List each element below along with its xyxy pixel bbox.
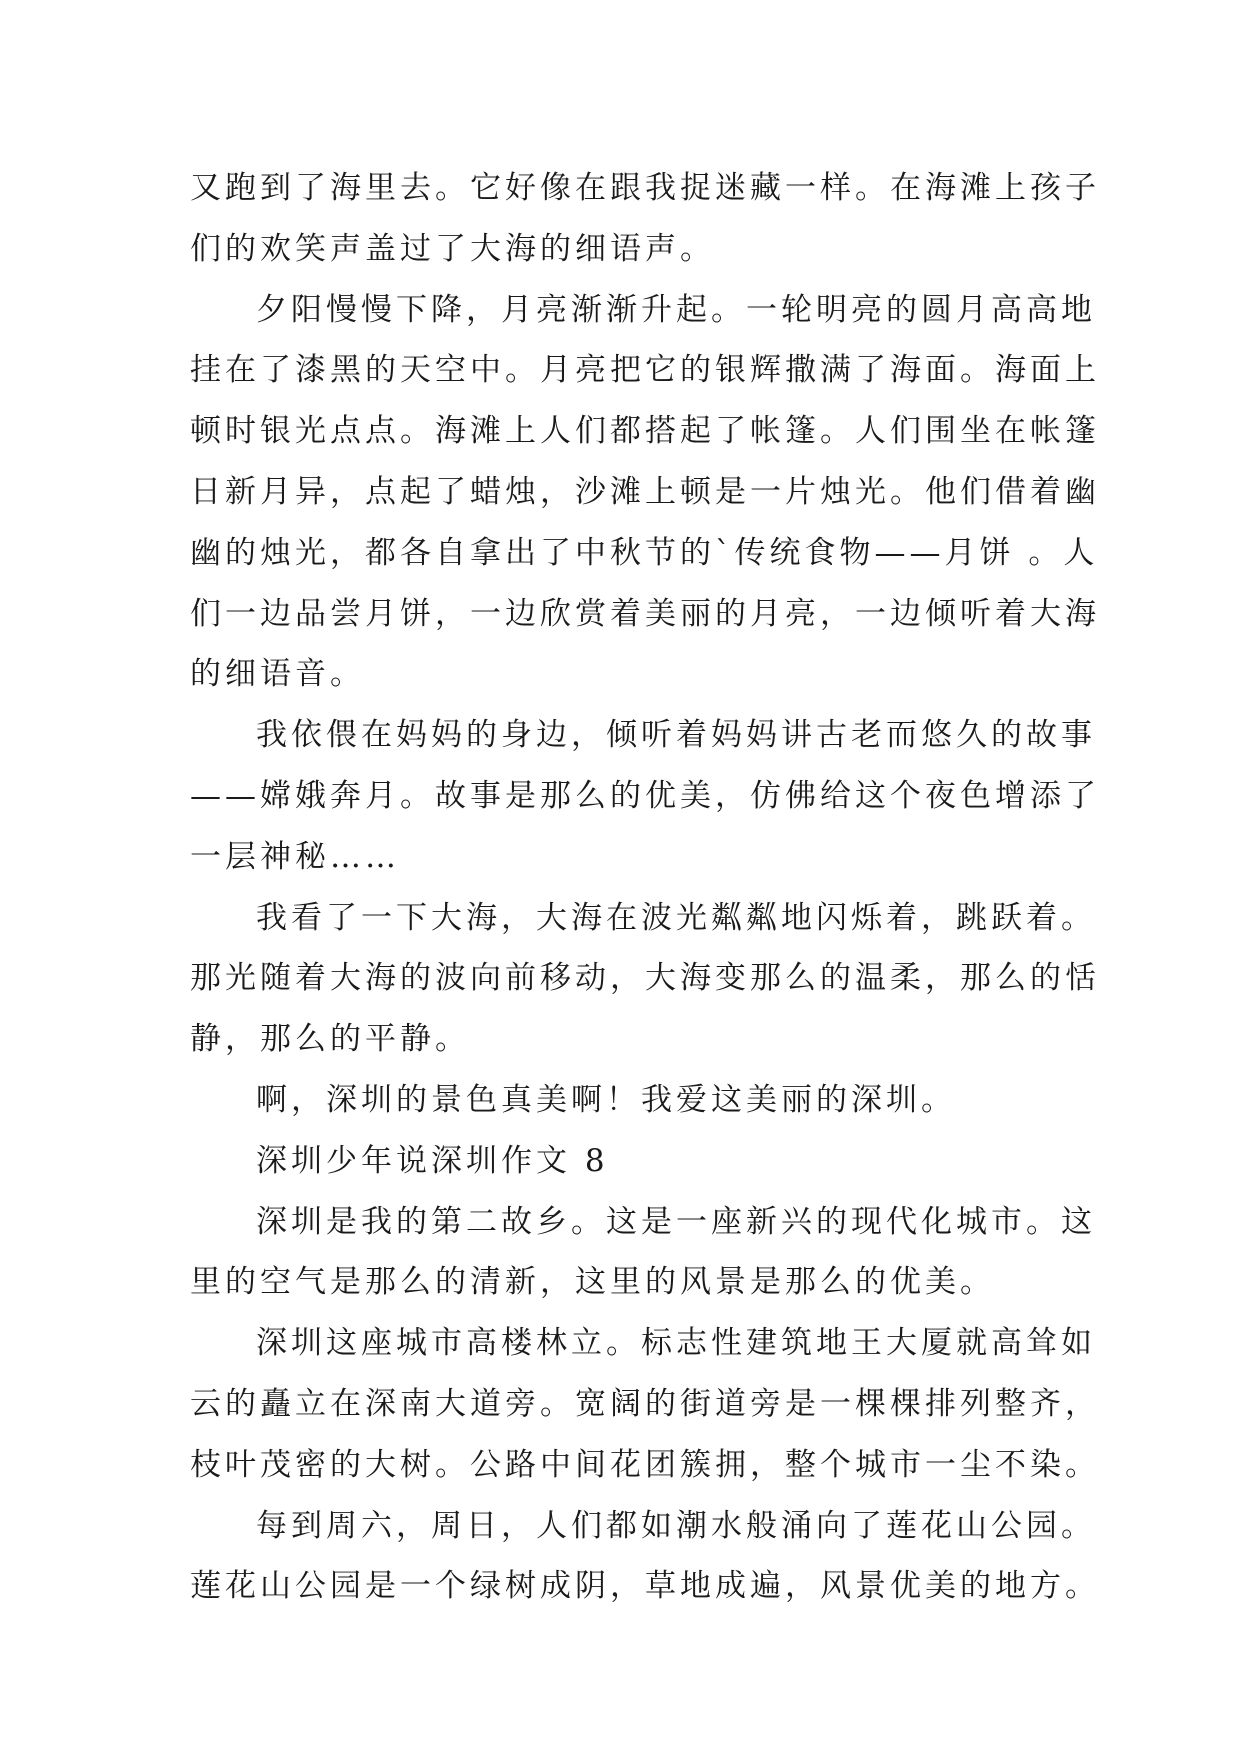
text-line: ——嫦娥奔月。故事是那么的优美，仿佛给这个夜色增添了	[190, 777, 1100, 814]
text-line: 深圳少年说深圳作文 8	[256, 1142, 609, 1179]
text-line: 里的空气是那么的清新，这里的风景是那么的优美。	[190, 1264, 995, 1301]
text-line: 云的矗立在深南大道旁。宽阔的街道旁是一棵棵排列整齐，	[190, 1385, 1100, 1422]
text-line: 一层神秘……	[190, 838, 400, 875]
text-line: 我依偎在妈妈的身边，倾听着妈妈讲古老而悠久的故事	[256, 717, 1096, 754]
text-line: 顿时银光点点。海滩上人们都搭起了帐篷。人们围坐在帐篷	[190, 413, 1100, 450]
text-line: 静，那么的平静。	[190, 1021, 470, 1058]
text-line: 们的欢笑声盖过了大海的细语声。	[190, 230, 715, 267]
text-line: 们一边品尝月饼，一边欣赏着美丽的月亮，一边倾听着大海	[190, 595, 1100, 632]
text-line: 枝叶茂密的大树。公路中间花团簇拥，整个城市一尘不染。	[190, 1446, 1100, 1483]
text-line: 又跑到了海里去。它好像在跟我捉迷藏一样。在海滩上孩子	[190, 170, 1100, 206]
text-line: 我看了一下大海，大海在波光粼粼地闪烁着，跳跃着。	[256, 899, 1096, 936]
text-line: 深圳是我的第二故乡。这是一座新兴的现代化城市。这	[256, 1203, 1096, 1240]
document-body	[190, 158, 1100, 1617]
text-line: 挂在了漆黑的天空中。月亮把它的银辉撒满了海面。海面上	[190, 352, 1100, 389]
text-line: 日新月异，点起了蜡烛，沙滩上顿是一片烛光。他们借着幽	[190, 473, 1100, 510]
text-line: 莲花山公园是一个绿树成阴，草地成遍，风景优美的地方。	[190, 1568, 1100, 1605]
text-line: 每到周六，周日，人们都如潮水般涌向了莲花山公园。	[256, 1507, 1096, 1544]
text-line: 的细语音。	[190, 656, 365, 693]
text-line: 深圳这座城市高楼林立。标志性建筑地王大厦就高耸如	[256, 1325, 1096, 1362]
text-line: 幽的烛光，都各自拿出了中秋节的`传统食物——月饼 。人	[190, 534, 1099, 571]
text-line: 夕阳慢慢下降，月亮渐渐升起。一轮明亮的圆月高高地	[256, 291, 1096, 328]
text-line: 啊，深圳的景色真美啊！我爱这美丽的深圳。	[256, 1081, 956, 1118]
text-line: 那光随着大海的波向前移动，大海变那么的温柔，那么的恬	[190, 960, 1100, 997]
